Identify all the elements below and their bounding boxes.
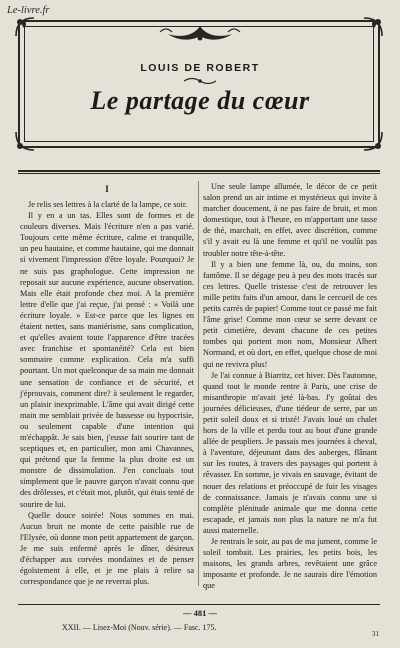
article-author: LOUIS DE ROBERT: [140, 62, 260, 74]
paragraph: Je rentrais le soir, au pas de ma jument, comme le soleil tombait. Les prairies, les petits bois, les maisons, les grands arbres, revêtaient une grâce imposante et profonde. Je ne saurais dire l'émotion que: [203, 537, 377, 591]
section-number: I: [105, 184, 109, 194]
paragraph: Quelle douce soirée! Nous sommes en mai. Aucun bruit ne monte de cette paisible rue de l'Elysée, où donne mon petit appartement de garçon. Je me suis enfermé après le dîner, désireux d'échapper aux corvées mondaines et de penser égoïstement à elle, et je me plais à relire sa correspondance que je ne reverrai plus.: [20, 510, 194, 587]
paragraph: Je l'ai connue à Biarritz, cet hiver. Dès l'automne, quand tout le monde rentre à Paris, une crise de misanthropie m'avait jeté là-bas. J'y goûtai des journées délicieuses, d'une tiédeur de serre, par un petit soleil doux et si tristé! J'avais loué un chalet hors de la ville et perdu tout au bout d'une grande allée de peupliers. Je passais mes journées à cheval, à l'aventure, déjeunant dans des auberges, flânant sur les routes, à travers des paysages qui portent à rêvasser. En somme, je vivais en sauvage, évitant de nouer des relations et préoccupé de fuir les visages de connaissance. Jamais je n'avais connu une si complète plénitude animale que me donna cette escapade, et jamais non plus la nature ne m'a fut aussi maternelle.: [203, 370, 377, 535]
site-name: Le-livre.fr: [7, 5, 50, 16]
right-column: [203, 181, 377, 591]
page-number: — 481 —: [183, 608, 217, 618]
paragraph: Il y en a un tas. Elles sont de formes et de couleurs diverses. Mais l'écriture n'en a pas varié. Toujours cette même écriture, calme et tranquille, un peu hautaine, et comme hautaine, qui me donnait si vivement l'impression d'être loyale. Pourquoi? Je ne suis pas graphologue. Cette impression ne reposait sur aucune expérience, aucune observation. Mais elle était profonde chez moi. A la première lettre d'elle que j'ai reçue, j'ai pensé : « Voilà une écriture loyale. » Est-ce parce que les lignes en étaient nettes, sans maniérisme, sans complication, et qu'elles avaient toute l'apparence d'être tracées avec franchise et spontanéité? Cela est bien sommaire comme explication. Cela m'a suffi pourtant. Un mot quelconque de sa main me donnait une sensation de confiance et de sécurité, et j'éprouvais, comment dire? à seulement le regarder, un plaisir inexprimable. L'âme qui avait dirigé cette main me semblait privée de bassesse ou hypocrisie, ou seulement capable d'une intention qui m'échappât. Je sais bien, j'eusse fait sourire tant de sceptiques et, en particulier, mon ami Chavannes, qui prétend que la femme la plus droite est un monstre de dissimulation. J'en concluais tout simplement que le pauvre garçon n'avait connu que des drôlesses, et c'était moi, plutôt, qui étais tenté de sourire de lui.: [20, 211, 194, 509]
paragraph: Je relis ses lettres à la clarté de la lampe, ce soir.: [28, 200, 188, 209]
corner-ornament-icon: [362, 16, 384, 38]
column-divider: [198, 181, 199, 586]
top-rule: [18, 170, 380, 172]
fleuron-ornament-icon: [150, 22, 250, 44]
top-rule-thin: [18, 173, 380, 174]
left-column: [20, 199, 194, 587]
author-ornament-icon: [182, 76, 218, 86]
bottom-rule: [18, 604, 380, 605]
paragraph: Il y a bien une femme là, ou, du moins, son fantôme. Il se dégage peu à peu des mots tracés sur ces lettres. Quelle tristesse c'est de retrouver les mille petits faits d'un amour, dans le cercueil de ces petits carrés de papier! Comme tout ce passé me fait l'âme grise! Comme mon cœur se serre devant ce petit cimetière, devant chacune de ces petites tombes qui portent mon nom, Monsieur Albert Normand, et où dort, en effet, quelque chose de moi qui ne revivra plus!: [203, 259, 377, 369]
corner-ornament-icon: [362, 130, 384, 152]
signature-mark: 31: [372, 630, 379, 638]
paragraph: Une seule lampe allumée, le décor de ce petit salon prend un air intime et mystérieux qui invite à marcher doucement, à ne pas faire de bruit, et mon domestique, tout à l'heure, en m'apportant une tasse de thé, marchait, en effet, avec discrétion, comme s'il y avait eu là une femme et qu'il ne voulût pas troubler notre tête-à-tête.: [203, 182, 377, 258]
corner-ornament-icon: [14, 16, 36, 38]
article-title: Le partage du cœur: [90, 86, 310, 115]
footer-publication-line: XXII. — Lisez-Moi (Nouv. série). — Fasc. 175.: [62, 623, 217, 632]
corner-ornament-icon: [14, 130, 36, 152]
